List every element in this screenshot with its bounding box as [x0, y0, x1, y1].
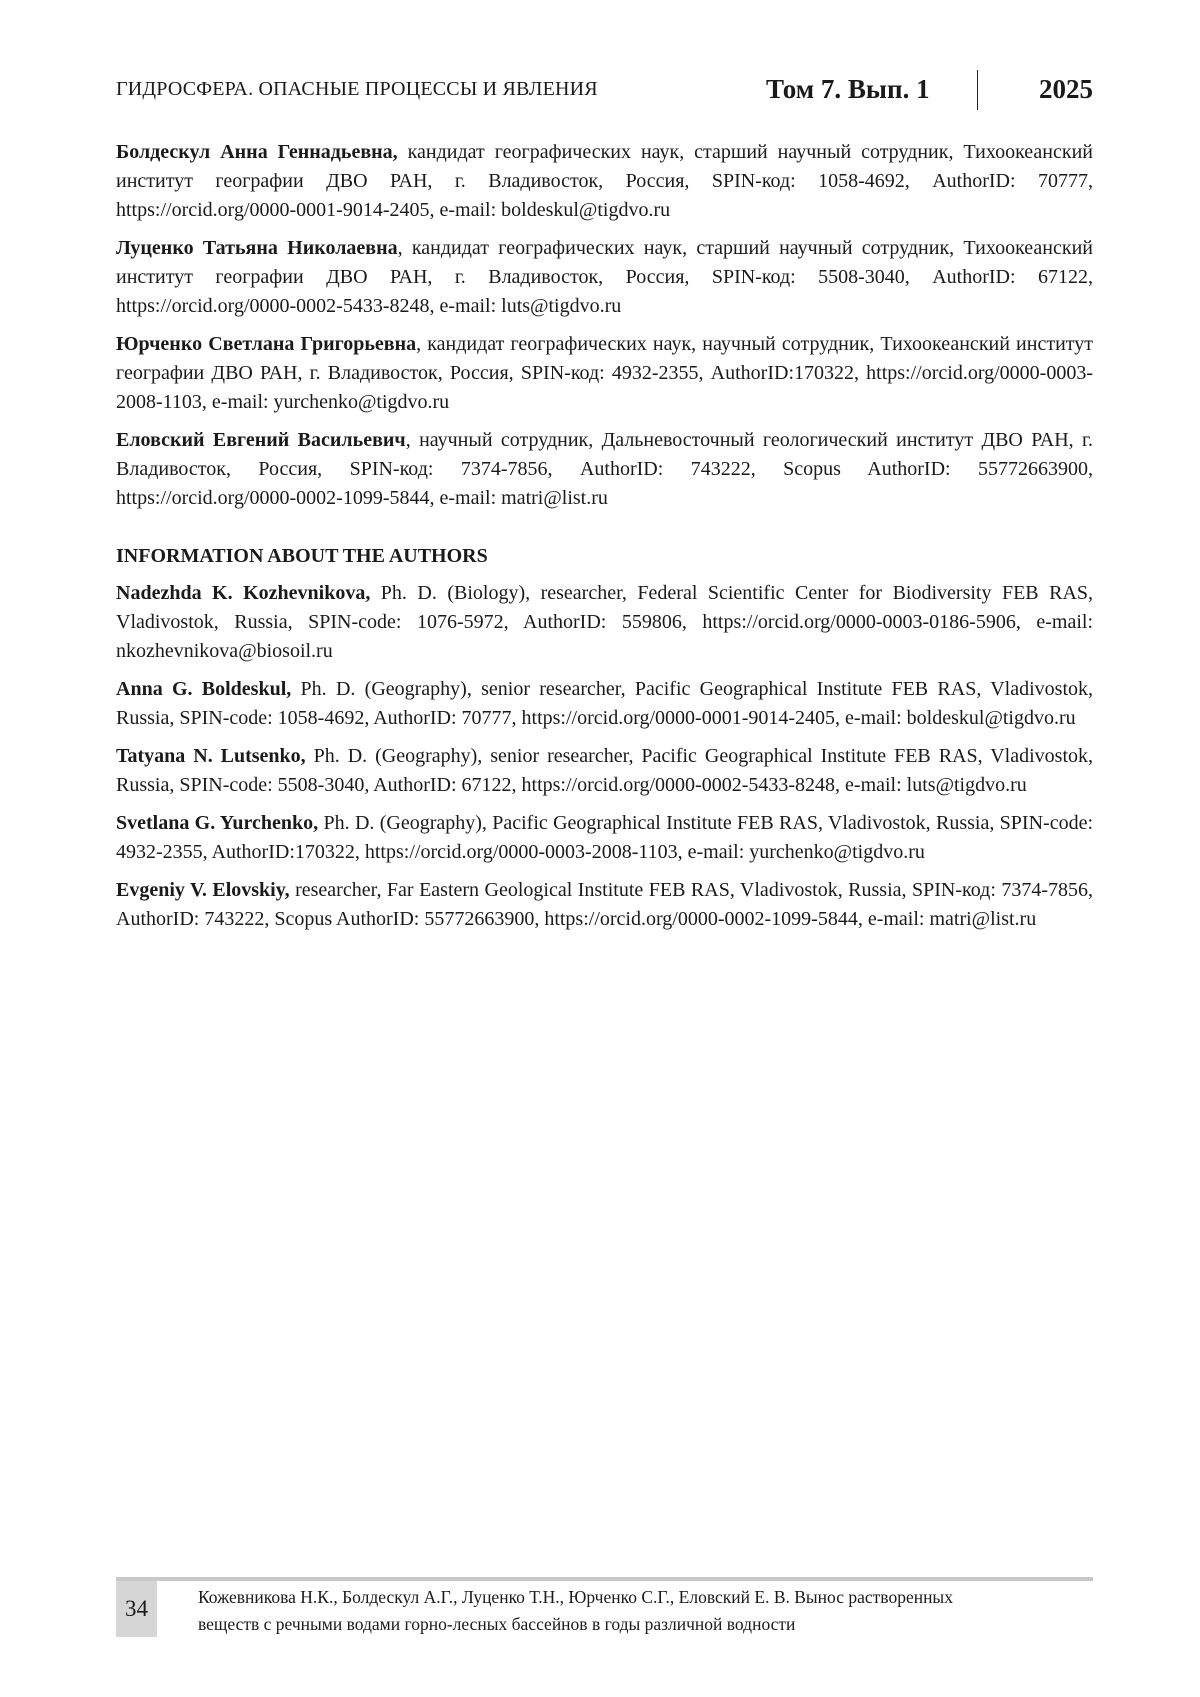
footer-citation-line: Кожевникова Н.К., Болдескул А.Г., Луценко Т.Н., Юрченко С.Г., Еловский Е. В. Вынос растворенных: [198, 1587, 953, 1607]
author-name: Юрченко Светлана Григорьевна: [116, 333, 417, 355]
author-details: Ph. D. (Geography), senior researcher, Pacific Geographical Institute FEB RAS, Vladivostok, Russia, SPIN-code: 1058-4692, AuthorID: 70777, https://orcid.org/0000-0001-9014-2405, e-mail: boldeskul@tigdvo.ru: [116, 678, 1094, 729]
footer-citation-line: веществ с речными водами горно-лесных бассейнов в годы различной водности: [198, 1614, 796, 1634]
author-details: Ph. D. (Geography), senior researcher, Pacific Geographical Institute FEB RAS, Vladivostok, Russia, SPIN-code: 5508-3040, AuthorID: 67122, https://orcid.org/0000-0002-5433-8248, e-mail: luts@tigdvo.ru: [116, 745, 1094, 796]
page-number: 34: [116, 1581, 157, 1637]
author-details: , научный сотрудник, Дальневосточный геологический институт ДВО РАН, г. Владивосток, Россия, SPIN-код: 7374-7856, AuthorID: 743222, Scopus AuthorID: 55772663900, https://orcid.org/0000-0002-1099-5844, e-mail: matri@list.ru: [116, 429, 1093, 509]
author-entry-en: [116, 876, 1093, 934]
author-name: Nadezhda K. Kozhevnikova,: [116, 582, 371, 604]
author-entry-ru: [116, 234, 1093, 321]
author-entry-ru: [116, 138, 1093, 225]
publication-year: 2025: [1039, 74, 1093, 104]
section-heading: INFORMATION ABOUT THE AUTHORS: [116, 545, 488, 567]
article-body: [116, 138, 1093, 943]
author-entry-en: [116, 742, 1093, 800]
author-name: Evgeniy V. Elovskiy,: [116, 879, 290, 901]
author-details: researcher, Far Eastern Geological Institute FEB RAS, Vladivostok, Russia, SPIN-код: 7374-7856, AuthorID: 743222, Scopus AuthorID: 55772663900, https://orcid.org/0000-0002-1099-5844, e-mail: matri@list.ru: [116, 879, 1094, 930]
footer-rule: [116, 1577, 1093, 1581]
author-entry-ru: [116, 330, 1093, 417]
author-details: Ph. D. (Biology), researcher, Federal Scientific Center for Biodiversity FEB RAS, Vladivostok, Russia, SPIN-code: 1076-5972, AuthorID: 559806, https://orcid.org/0000-0003-0186-5906, e-mail: nkozhevnikova@biosoil.ru: [116, 582, 1094, 662]
running-header: [116, 66, 1093, 116]
author-details: кандидат географических наук, старший научный сотрудник, Тихоокеанский институт географии ДВО РАН, г. Владивосток, Россия, SPIN-код: 1058-4692, AuthorID: 70777, https://orcid.org/0000-0001-9014-2405, e-mail: boldeskul@tigdvo.ru: [116, 141, 1093, 221]
journal-name: ГИДРОСФЕРА. ОПАСНЫЕ ПРОЦЕССЫ И ЯВЛЕНИЯ: [116, 78, 598, 100]
author-entry-en: [116, 809, 1093, 867]
author-details: , кандидат географических наук, научный сотрудник, Тихоокеанский институт географии ДВО РАН, г. Владивосток, Россия, SPIN-код: 4932-2355, AuthorID:170322, https://orcid.org/0000-0003-2008-1103, e-mail: yurchenko@tigdvo.ru: [116, 333, 1093, 413]
author-name: Anna G. Boldeskul,: [116, 678, 292, 700]
author-name: Луценко Татьяна Николаевна: [116, 237, 398, 259]
author-name: Еловский Евгений Васильевич: [116, 429, 406, 451]
author-name: Tatyana N. Lutsenko,: [116, 745, 306, 767]
header-divider: [977, 70, 978, 110]
author-entry-en: [116, 675, 1093, 733]
footer-citation: [198, 1584, 1093, 1638]
author-name: Болдескул Анна Геннадьевна,: [116, 141, 398, 163]
author-details: , кандидат географических наук, старший научный сотрудник, Тихоокеанский институт географии ДВО РАН, г. Владивосток, Россия, SPIN-код: 5508-3040, AuthorID: 67122, https://orcid.org/0000-0002-5433-8248, e-mail: luts@tigdvo.ru: [116, 237, 1094, 317]
author-entry-en: [116, 579, 1093, 666]
author-name: Svetlana G. Yurchenko,: [116, 812, 319, 834]
author-entry-ru: [116, 426, 1093, 513]
author-details: Ph. D. (Geography), Pacific Geographical Institute FEB RAS, Vladivostok, Russia, SPIN-code: 4932-2355, AuthorID:170322, https://orcid.org/0000-0003-2008-1103, e-mail: yurchenko@tigdvo.ru: [116, 812, 1093, 863]
volume-issue: Том 7. Вып. 1: [766, 74, 930, 104]
